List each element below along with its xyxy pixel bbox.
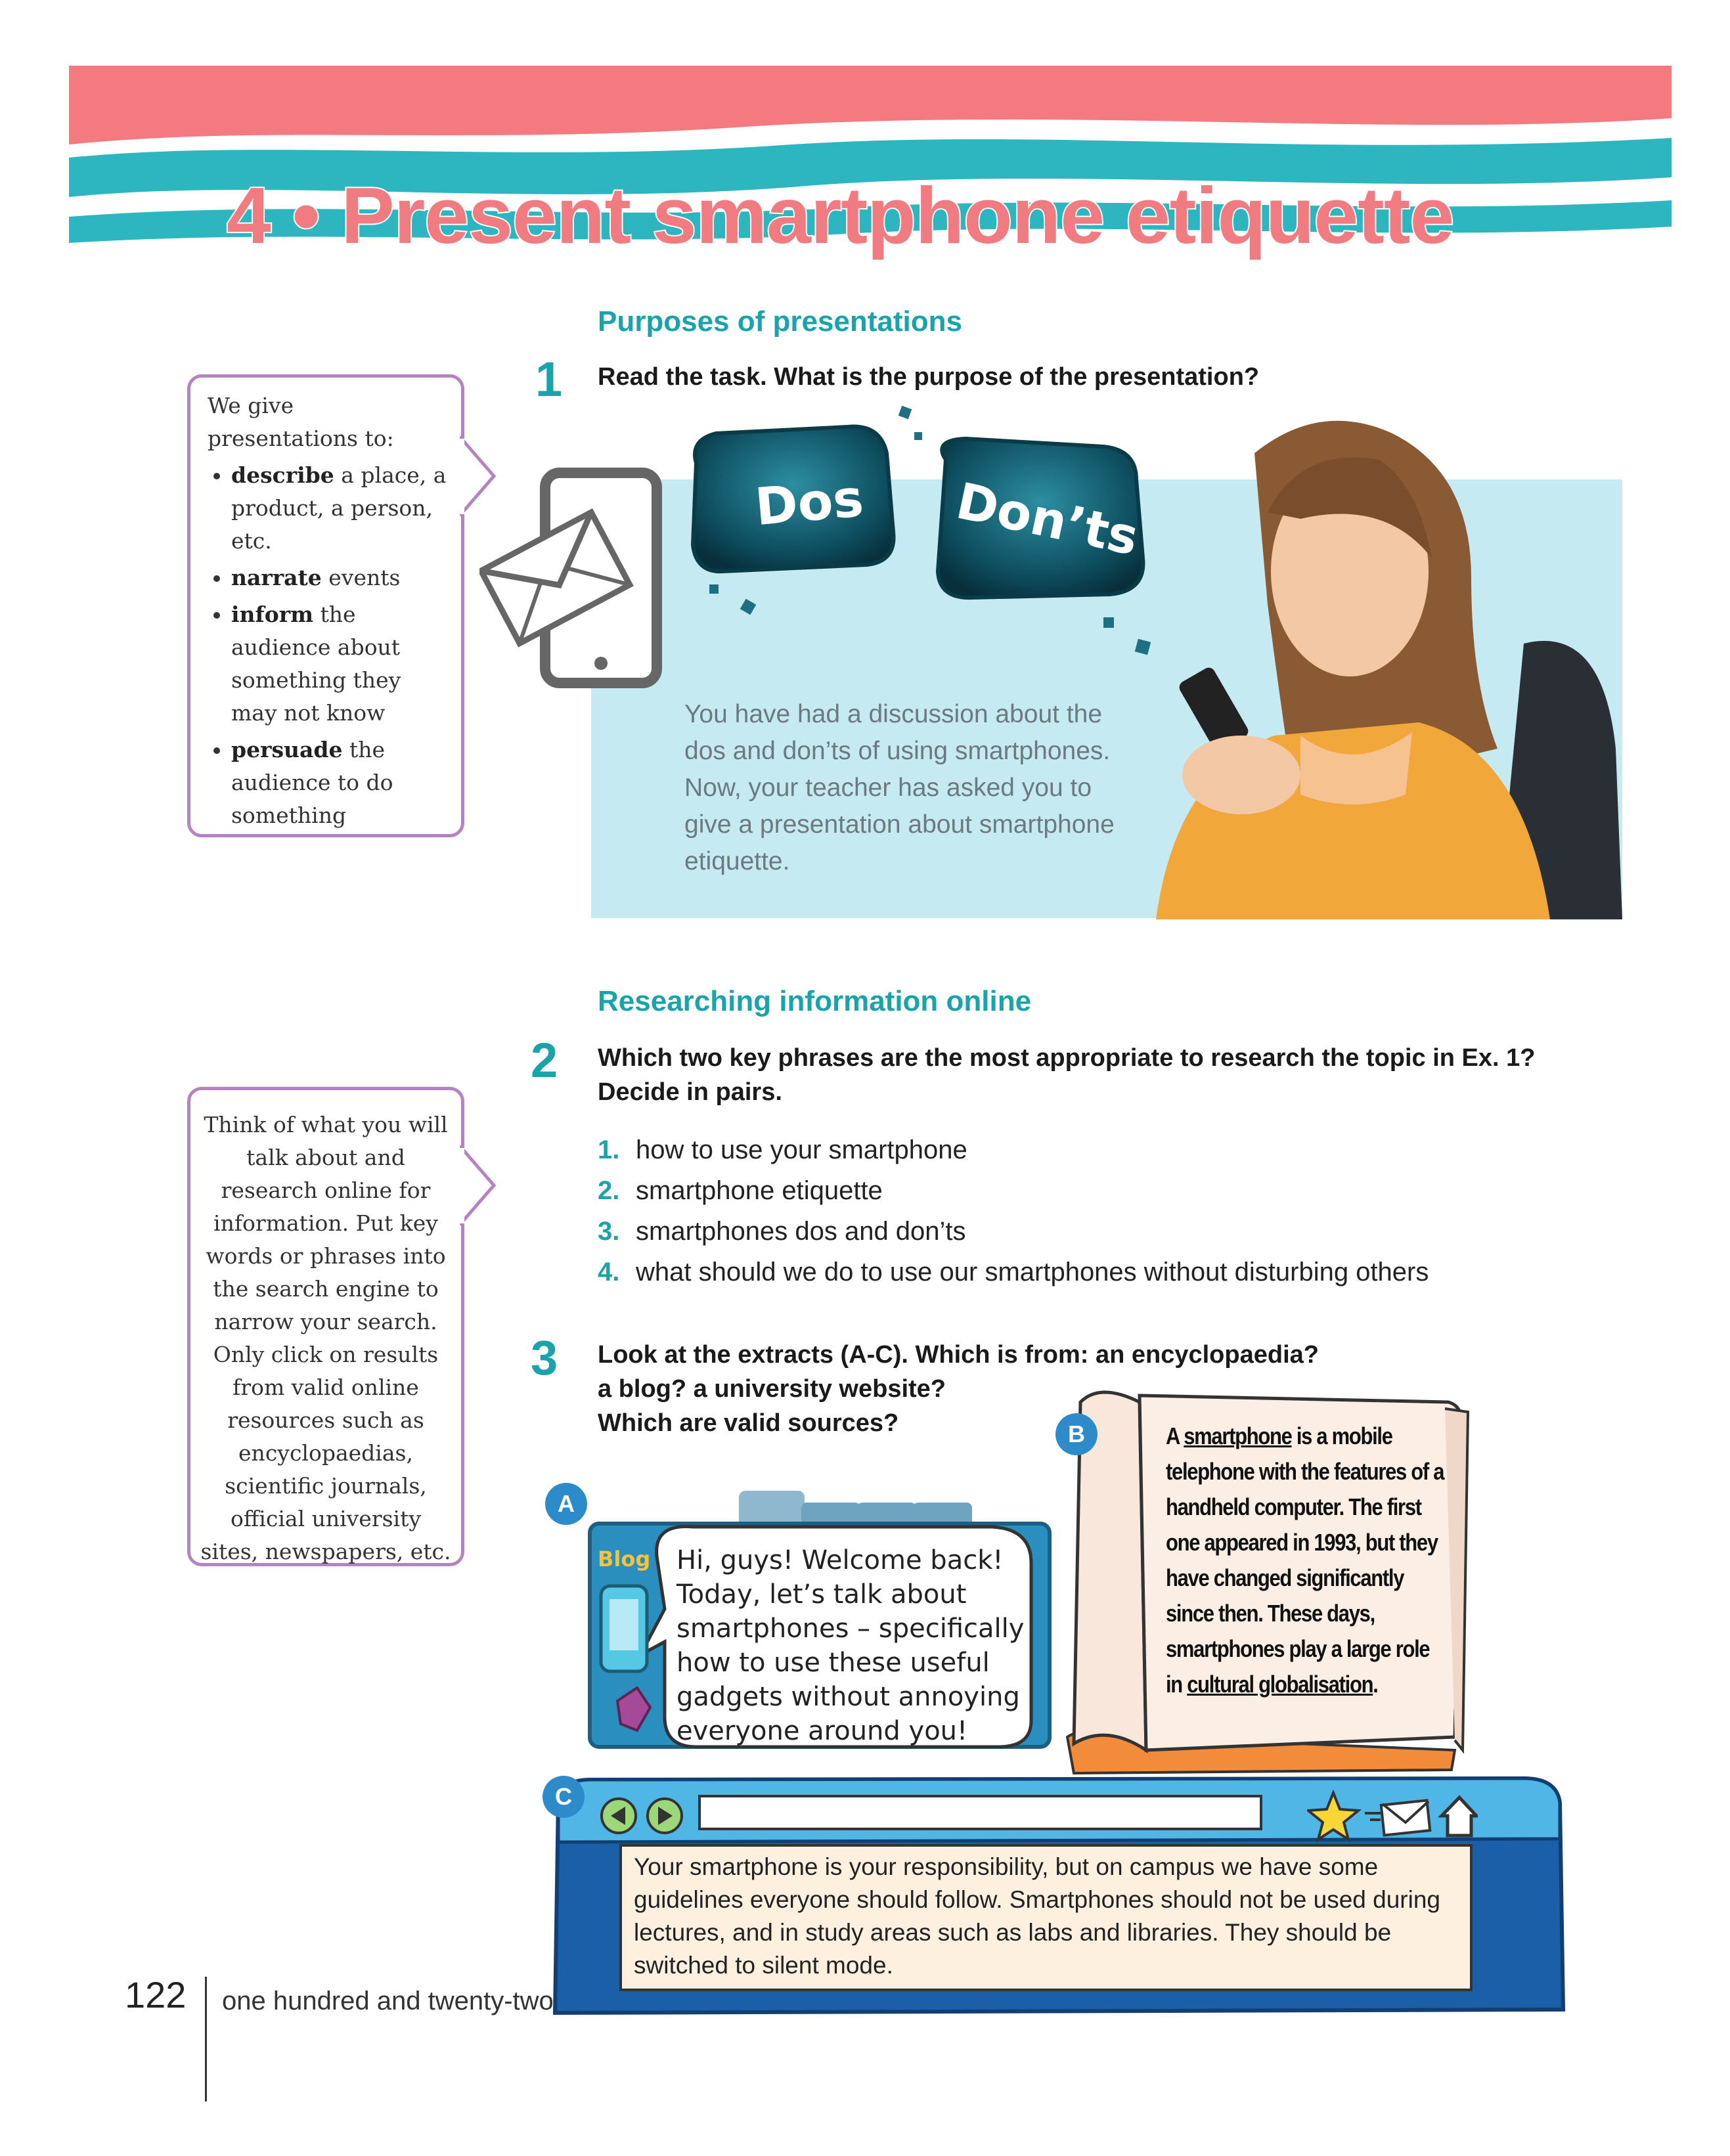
tip-item-text: a place, a product, a person, etc.	[231, 462, 447, 554]
page-number-words: one hundred and twenty-two	[222, 1987, 554, 2015]
forward-arrow-icon[interactable]	[648, 1799, 682, 1833]
chapter-separator: •	[292, 171, 320, 260]
blog-tab-label: Blog	[598, 1547, 651, 1572]
option-text: what should we do to use our smartphones without disturbing others	[636, 1258, 1429, 1287]
option-number: 4.	[598, 1258, 620, 1287]
dos-label: Dos	[753, 469, 866, 538]
extract-a-text: Hi, guys! Welcome back! Today, let’s talk about smartphones – specifically how to use these useful gadgets without annoying everyone around you!	[676, 1545, 1025, 1746]
tip-purposes-item	[231, 734, 447, 832]
exercise-3-line: Which are valid sources?	[598, 1409, 899, 1437]
phrase-options	[598, 1130, 1429, 1292]
book-term-link[interactable]: smartphone	[1184, 1422, 1292, 1449]
option-text: how to use your smartphone	[636, 1135, 967, 1164]
extract-a-badge: A	[545, 1483, 587, 1525]
option-item	[598, 1130, 1429, 1170]
option-number: 3.	[598, 1217, 620, 1246]
tip-purposes-item	[231, 459, 447, 558]
section-heading-purposes: Purposes of presentations	[598, 305, 963, 338]
tip-purposes-intro: We give presentations to:	[208, 393, 394, 451]
option-item	[598, 1170, 1429, 1211]
tip-research-text: Think of what you will talk about and research online for information. Put key words or phrases into the search engine to narrow your search. Only click on results from valid online resources such as encyclopaedias, scientific journals, official university sites, newspapers, etc.	[200, 1112, 451, 1564]
extract-c-text: Your smartphone is your responsibility, but on campus we have some guidelines everyone should follow. Smartphones should not be used during lectures, and in study areas such as labs and libraries. They should be switched to silent mode.	[634, 1853, 1440, 1979]
exercise-3-number: 3	[531, 1331, 558, 1385]
option-text: smartphones dos and don’ts	[636, 1217, 966, 1246]
extract-b-badge: B	[1055, 1413, 1098, 1455]
tip-keyword: inform	[231, 602, 314, 627]
tip-keyword: persuade	[231, 737, 343, 762]
back-arrow-icon[interactable]	[602, 1799, 636, 1833]
option-number: 2.	[598, 1176, 620, 1205]
book-text-part: is a mobile telephone with the features of a handheld computer. The first one appeared in 1993, but they have changed significantly since then. These days, smartphones play a large role in	[1166, 1422, 1444, 1698]
tip-pointer	[460, 1143, 499, 1228]
page-number: 122	[125, 1974, 187, 2015]
tip-item-text: the audience to do something	[231, 737, 393, 828]
tip-box-purposes	[187, 374, 464, 837]
girl-with-phone-photo	[1103, 407, 1629, 919]
exercise-2-number: 2	[531, 1033, 558, 1088]
task-description: You have had a discussion about the dos and don’ts of using smartphones. Now, your teacher has asked you to give a presentation about smartphone etiquette.	[684, 700, 1115, 875]
tip-item-text: the audience about something they may not know	[231, 602, 401, 726]
section-heading-research: Researching information online	[598, 985, 1032, 1017]
home-icon[interactable]	[1442, 1797, 1476, 1836]
tip-item-text: events	[321, 565, 401, 590]
tip-purposes-list	[208, 459, 447, 832]
option-number: 1.	[598, 1135, 620, 1164]
book-text-part: .	[1373, 1671, 1378, 1698]
tip-box-research	[187, 1087, 464, 1566]
book-text-part: A	[1166, 1422, 1184, 1449]
exercise-3-line: Look at the extracts (A-C). Which is from: an encyclopaedia?	[598, 1341, 1319, 1369]
chapter-title	[227, 169, 1453, 261]
tip-keyword: narrate	[231, 565, 322, 590]
mail-icon[interactable]	[1365, 1800, 1430, 1835]
exercise-3-line: a blog? a university website?	[598, 1375, 946, 1403]
tip-purposes-item	[231, 561, 447, 594]
footer-divider	[205, 1977, 207, 2101]
tip-keyword: describe	[231, 462, 334, 488]
exercise-2-prompt: Which two key phrases are the most appropriate to research the topic in Ex. 1? Decide in pairs.	[598, 1044, 1536, 1106]
exercise-1-prompt: Read the task. What is the purpose of the presentation?	[598, 363, 1260, 391]
option-text: smartphone etiquette	[636, 1176, 883, 1205]
browser-toolbar-icons	[1307, 1790, 1478, 1842]
chapter-title-text: Present smartphone etiquette	[341, 171, 1454, 260]
chapter-number: 4	[227, 171, 271, 260]
extract-b-text	[1166, 1419, 1448, 1702]
star-icon[interactable]	[1308, 1793, 1358, 1839]
dos-donts-bubbles	[683, 401, 1156, 676]
browser-nav-buttons	[599, 1796, 691, 1836]
donts-label: Don’ts	[951, 471, 1143, 567]
book-globalisation-link[interactable]: cultural globalisation	[1187, 1671, 1373, 1698]
phone-envelope-icon	[479, 466, 676, 690]
exercise-1-number: 1	[535, 352, 563, 407]
option-item	[598, 1252, 1429, 1292]
option-item	[598, 1211, 1429, 1252]
tip-purposes-item	[231, 598, 447, 730]
extract-c-badge: C	[543, 1776, 585, 1818]
